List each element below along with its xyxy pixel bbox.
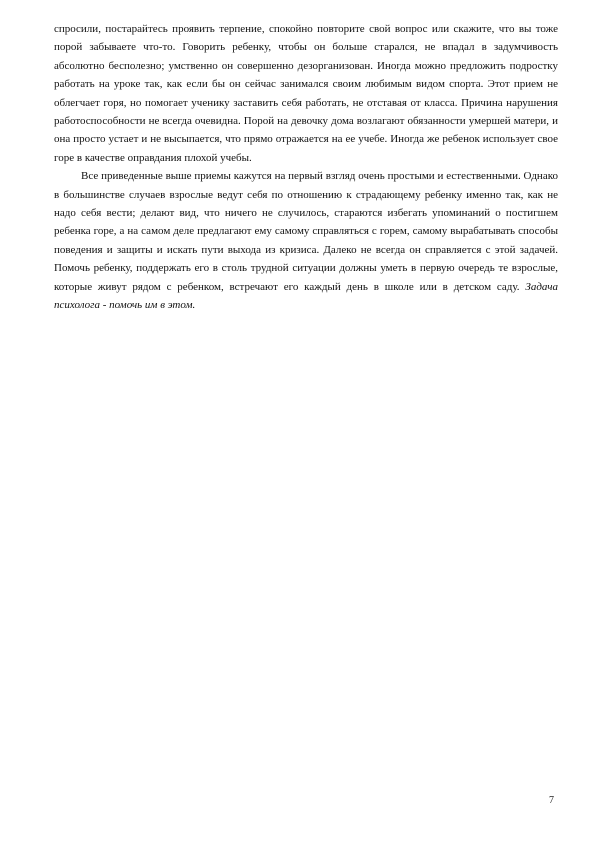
paragraph-2-text: Все приведенные выше приемы кажутся на первый взгляд очень простыми и естественными. Однако в большинстве случаев взрослые ведут себя по отношению к страдающему ребенку именно так, как не надо себя вести; делают вид, что ничего не случилось, стараются избегать упоминаний о постигшем ребенка горе, а на самом деле предлагают ему самому справляться с горем, самому вырабатывать способы поведения и защиты и искать пути выхода из кризиса. Далеко не всегда он справляется с этой задачей. Помочь ребенку, поддержать его в столь трудной ситуации должны уметь в первую очередь те взрослые, которые живут рядом с ребенком, встречают его каждый день в школе или в детском саду. <box>54 170 558 293</box>
paragraph-1-text: спросили, постарайтесь проявить терпение, спокойно повторите свой вопрос или скажите, что вы тоже порой забываете что-то. Говорить ребенку, чтобы он больше старался, не впадал в задумчивость абсолютно бесполезно; умственно он совершенно дезорганизован. Иногда можно предложить подростку работать на уроке так, как если бы он сейчас занимался своим любимым видом спорта. Этот прием не облегчает горя, но помогает ученику заставить себя работать, не отставая от класса. Причина нарушения работоспособности не всегда очевидна. Порой на девочку дома возлагают обязанности умершей матери, и она просто устает и не высыпается, что прямо отражается на ее учебе. Иногда же ребенок использует свое горе в качестве оправдания плохой учебы. <box>54 23 558 164</box>
paragraph-1 <box>54 20 558 167</box>
paragraph-2-emphasis: Задача психолога - помочь им в этом. <box>54 280 558 312</box>
paragraph-2 <box>54 167 558 314</box>
page-number: 7 <box>549 795 554 806</box>
document-page <box>54 20 558 315</box>
